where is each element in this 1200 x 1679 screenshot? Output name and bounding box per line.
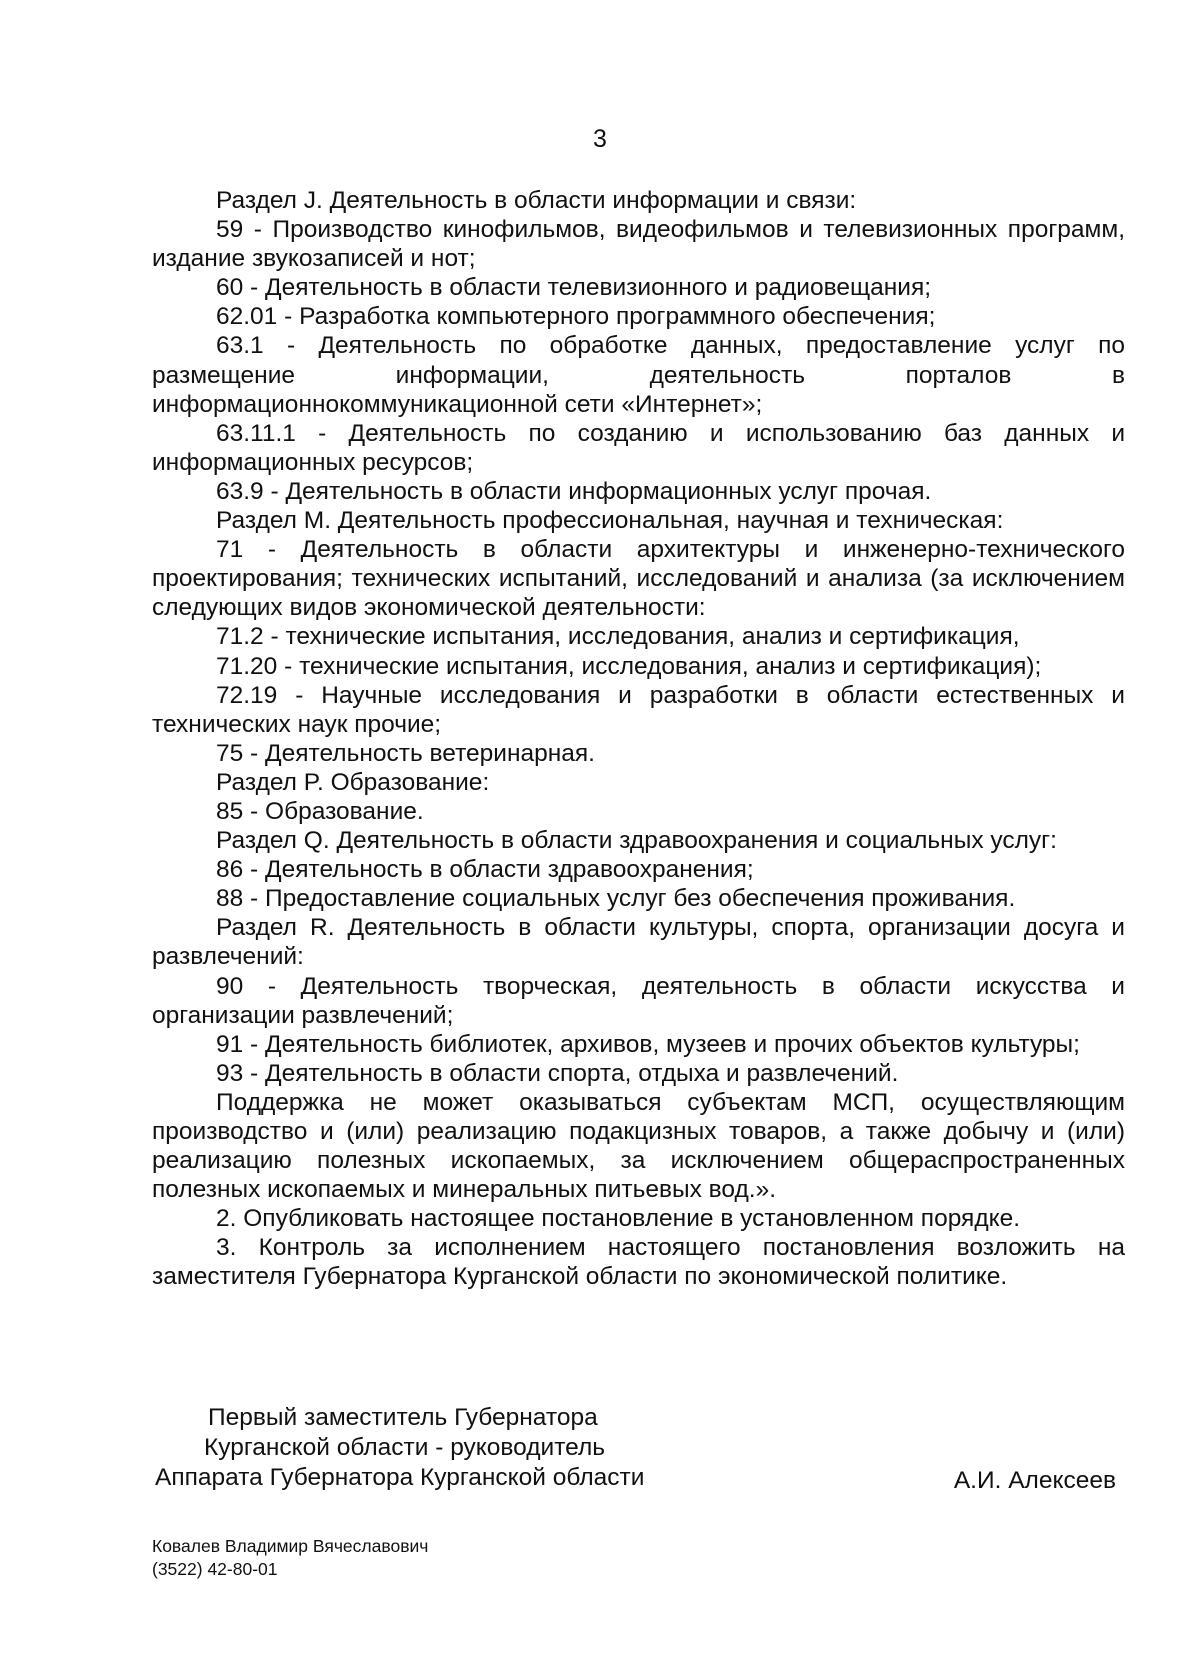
okved-93: 93 - Деятельность в области спорта, отдыха и развлечений. [216,1059,899,1087]
okved-85: 85 - Образование. [216,797,424,825]
okved-63-11-1: 63.11.1 - Деятельность по созданию и использованию баз данных и информационных ресурсов; [152,419,1125,476]
clause-2-publish: 2. Опубликовать настоящее постановление в установленном порядке. [216,1205,1021,1233]
okved-63-1: 63.1 - Деятельность по обработке данных, предоставление услуг по размещение информации, деятельность порталов в информационнокоммуникационной сети «Интернет»; [152,332,1125,418]
executor-phone: (3522) 42-80-01 [152,1559,278,1579]
signatory-position-line-1: Первый заместитель Губернатора [208,1404,598,1431]
okved-60: 60 - Деятельность в области телевизионного и радиовещания; [216,274,932,302]
okved-91: 91 - Деятельность библиотек, архивов, музеев и прочих объектов культуры; [216,1030,1080,1058]
section-j-heading: Раздел J. Деятельность в области информации и связи: [216,187,857,214]
okved-86: 86 - Деятельность в области здравоохранения; [216,856,754,884]
page-number: 3 [593,125,607,153]
section-m-heading: Раздел M. Деятельность профессиональная, научная и техническая: [216,507,1004,535]
okved-72-19: 72.19 - Научные исследования и разработки в области естественных и технических наук прочие; [152,681,1125,738]
section-q-heading: Раздел Q. Деятельность в области здравоохранения и социальных услуг: [216,827,1057,855]
section-p-heading: Раздел P. Образование: [216,768,490,796]
section-r-heading: Раздел R. Деятельность в области культуры, спорта, организации досуга и развлечений: [152,914,1125,971]
okved-88: 88 - Предоставление социальных услуг без обеспечения проживания. [216,885,1016,913]
okved-62-01: 62.01 - Разработка компьютерного программного обеспечения; [216,303,936,331]
okved-59: 59 - Производство кинофильмов, видеофильмов и телевизионных программ, издание звукозаписей и нот; [152,216,1125,273]
okved-71: 71 - Деятельность в области архитектуры и инженерно-технического проектирования; технических испытаний, исследований и анализа (за исключением следующих видов экономической деятельности: [152,536,1125,622]
okved-63-9: 63.9 - Деятельность в области информационных услуг прочая. [216,477,932,505]
signature-block [0,1403,1200,1503]
signatory-position-line-2: Курганской области - руководитель [204,1434,606,1461]
okved-75: 75 - Деятельность ветеринарная. [216,739,595,767]
document-body [152,186,1125,1292]
signatory-position-line-3: Аппарата Губернатора Курганской области [155,1464,645,1491]
executor-name: Ковалев Владимир Вячеславович [152,1536,429,1556]
support-restriction-paragraph: Поддержка не может оказываться субъектам МСП, осуществляющим производство и (или) реализацию подакцизных товаров, а также добычу и (или) реализацию полезных ископаемых, за исключением общераспространенных полезных ископаемых и минеральных питьевых вод.». [152,1088,1125,1204]
executor-contact [152,1535,428,1581]
okved-71-20: 71.20 - технические испытания, исследования, анализ и сертификация); [216,652,1042,680]
clause-3-control: 3. Контроль за исполнением настоящего постановления возложить на заместителя Губернатора Курганской области по экономической политике. [152,1234,1125,1291]
okved-90: 90 - Деятельность творческая, деятельность в области искусства и организации развлечений; [152,972,1125,1029]
okved-71-2: 71.2 - технические испытания, исследования, анализ и сертификация, [216,623,1020,651]
signatory-name: А.И. Алексеев [953,1467,1116,1494]
